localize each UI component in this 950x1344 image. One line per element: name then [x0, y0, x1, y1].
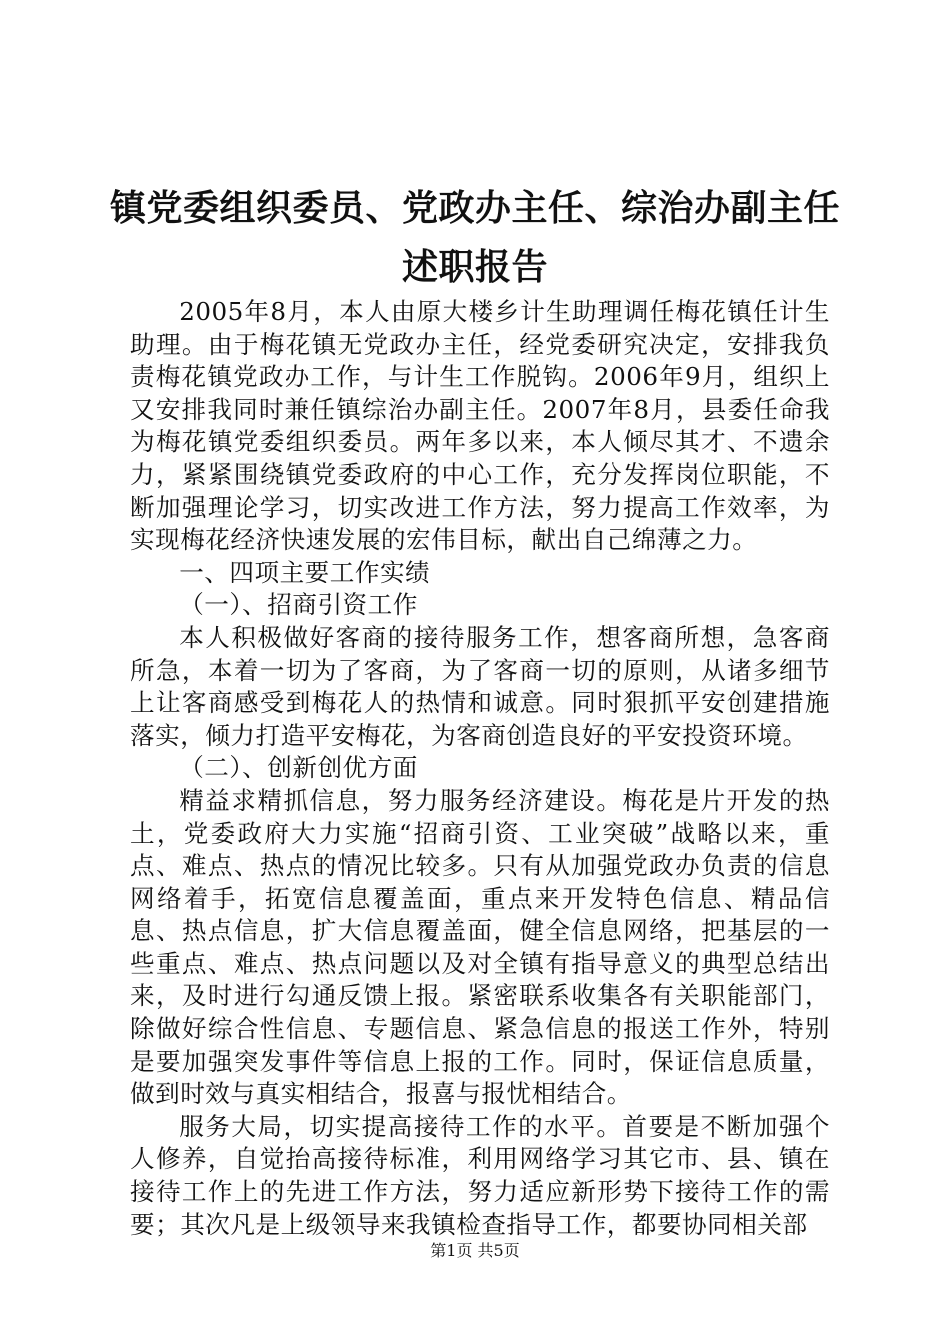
section-heading: 一、四项主要工作实绩 [179, 557, 431, 587]
paragraph: 2005年8月，本人由原大楼乡计生助理调任梅花镇任计生助理。由于梅花镇无党政办主任，经党委研究决定，安排我负责梅花镇党政办工作，与计生工作脱钩。2006年9月，组织上又安排我同时兼任镇综治办副主任。2007年8月，县委任命我为梅花镇党委组织委员。两年多以来，本人倾尽其才、不遗余力，紧紧围绕镇党委政府的中心工作，充分发挥岗位职能，不断加强理论学习，切实改进工作方法，努力提高工作效率，为实现梅花经济快速发展的宏伟目标，献出自己绵薄之力。 [130, 297, 830, 555]
paragraph: 服务大局，切实提高接待工作的水平。首要是不断加强个人修养，自觉抬高接待标准，利用网络学习其它市、县、镇在接待工作上的先进工作方法，努力适应新形势下接待工作的需要；其次凡是上级领导来我镇检查指导工作，都要协同相关部 [130, 1111, 830, 1239]
subsection-heading: （一）、招商引资工作 [179, 590, 418, 620]
paragraph: 精益求精抓信息，努力服务经济建设。梅花是片开发的热土，党委政府大力实施“招商引资、工业突破”战略以来，重点、难点、热点的情况比较多。只有从加强党政办负责的信息网络着手，拓宽信息覆盖面，重点来开发特色信息、精品信息、热点信息，扩大信息覆盖面，健全信息网络，把基层的一些重点、难点、热点问题以及对全镇有指导意义的典型总结出来，及时进行勾通反馈上报。紧密联系收集各有关职能部门，除做好综合性信息、专题信息、紧急信息的报送工作外，特别是要加强突发事件等信息上报的工作。同时，保证信息质量，做到时效与真实相结合，报喜与报忧相结合。 [130, 785, 830, 1109]
document-body [130, 296, 830, 1241]
paragraph: 本人积极做好客商的接待服务工作，想客商所想，急客商所急，本着一切为了客商，为了客商一切的原则，从诸多细节上让客商感受到梅花人的热情和诚意。同时狠抓平安创建措施落实，倾力打造平安梅花，为客商创造良好的平安投资环境。 [130, 622, 830, 750]
subsection-heading: （二）、创新创优方面 [179, 753, 418, 783]
document-title-line-1: 镇党委组织委员、党政办主任、综治办副主任 [109, 187, 840, 229]
page-number-footer: 第1页 共5页 [430, 1241, 520, 1260]
document-title-line-2: 述职报告 [401, 246, 548, 288]
